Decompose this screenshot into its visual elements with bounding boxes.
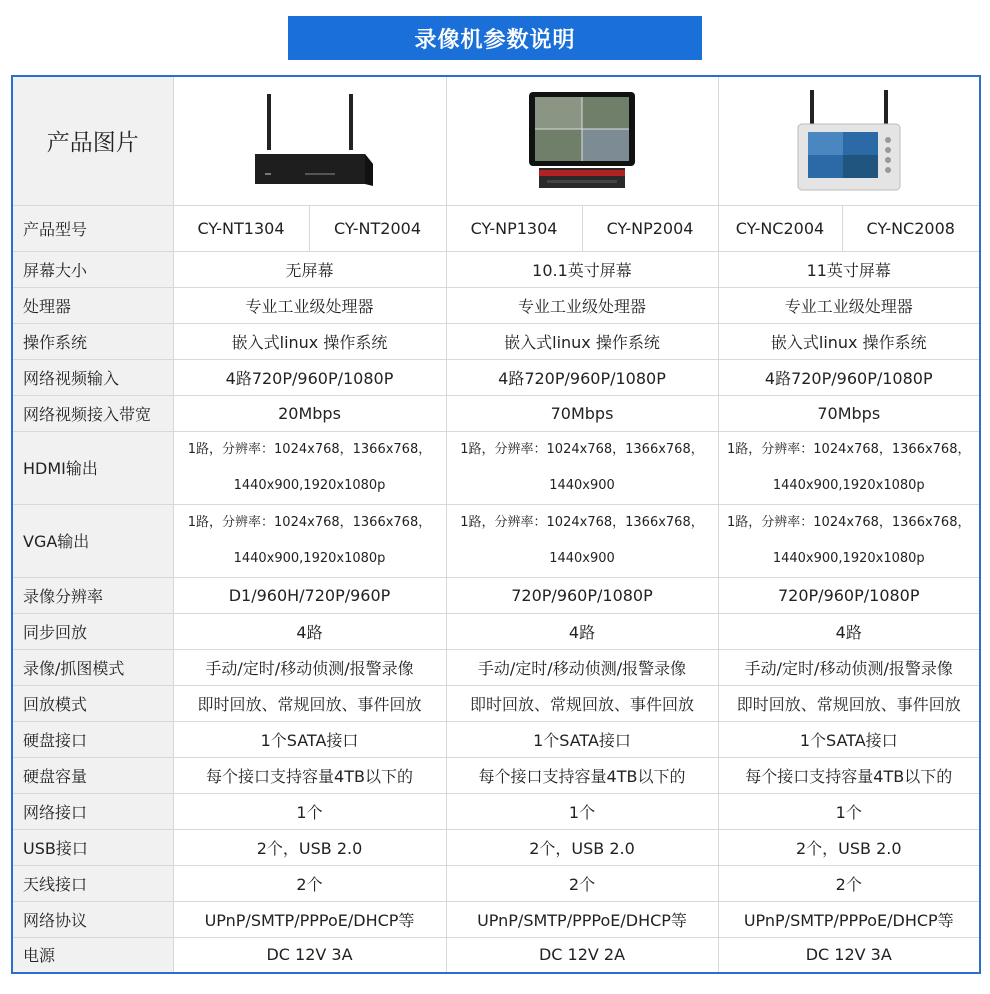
spec-value-cell: 1个 xyxy=(718,793,980,829)
spec-row xyxy=(12,649,980,685)
spec-value-cell: 20Mbps xyxy=(173,395,446,431)
spec-value-cell: DC 12V 2A xyxy=(446,937,718,973)
nvr-lcd-image xyxy=(784,86,914,196)
spec-row xyxy=(12,287,980,323)
image-row-label: 产品图片 xyxy=(12,76,173,205)
spec-value-cell: 4路 xyxy=(718,613,980,649)
spec-row-label: 操作系统 xyxy=(12,323,173,359)
model-row xyxy=(12,205,980,251)
spec-value-cell: 专业工业级处理器 xyxy=(446,287,718,323)
spec-value-line: 1路，分辨率：1024x768，1366x768， xyxy=(727,441,971,457)
spec-row-label: 网络协议 xyxy=(12,901,173,937)
spec-value-cell: 720P/960P/1080P xyxy=(718,577,980,613)
spec-table xyxy=(11,75,981,974)
spec-value-cell: 每个接口支持容量4TB以下的 xyxy=(718,757,980,793)
spec-row-label: 同步回放 xyxy=(12,613,173,649)
spec-row-label: VGA输出 xyxy=(12,504,173,577)
spec-value-cell: 720P/960P/1080P xyxy=(446,577,718,613)
spec-value-cell: 手动/定时/移动侦测/报警录像 xyxy=(718,649,980,685)
spec-value-cell: 2个，USB 2.0 xyxy=(718,829,980,865)
spec-value-cell: 4路 xyxy=(446,613,718,649)
spec-row-label: 硬盘接口 xyxy=(12,721,173,757)
spec-value-cell: 4路720P/960P/1080P xyxy=(173,359,446,395)
spec-row xyxy=(12,504,980,577)
page-title: 录像机参数说明 xyxy=(288,16,702,60)
spec-value-line: 1440x900 xyxy=(549,477,615,493)
spec-row xyxy=(12,613,980,649)
product-image-np xyxy=(446,76,718,205)
spec-value-line: 1路，分辨率：1024x768，1366x768， xyxy=(187,514,432,530)
spec-row-label: 网络视频接入带宽 xyxy=(12,395,173,431)
product-image-nc xyxy=(718,76,980,205)
spec-value-cell: 70Mbps xyxy=(446,395,718,431)
image-row xyxy=(12,76,980,205)
spec-value-cell: UPnP/SMTP/PPPoE/DHCP等 xyxy=(173,901,446,937)
spec-row-label: 网络视频输入 xyxy=(12,359,173,395)
spec-value-cell: 2个，USB 2.0 xyxy=(173,829,446,865)
spec-value-line: 1路，分辨率：1024x768，1366x768， xyxy=(460,514,704,530)
spec-row xyxy=(12,395,980,431)
spec-value-line: 1440x900,1920x1080p xyxy=(233,477,386,493)
spec-value-cell: 70Mbps xyxy=(718,395,980,431)
spec-row xyxy=(12,937,980,973)
spec-value-line: 1440x900,1920x1080p xyxy=(772,550,925,566)
product-image-nt xyxy=(173,76,446,205)
spec-value-cell: 即时回放、常规回放、事件回放 xyxy=(446,685,718,721)
model-cell: CY-NP1304 xyxy=(446,205,582,251)
spec-value-cell: 4路720P/960P/1080P xyxy=(446,359,718,395)
model-row-label: 产品型号 xyxy=(12,205,173,251)
spec-value-cell: 1个SATA接口 xyxy=(718,721,980,757)
spec-row xyxy=(12,251,980,287)
spec-row-label: 电源 xyxy=(12,937,173,973)
spec-value-cell: 2个 xyxy=(173,865,446,901)
spec-value-cell xyxy=(446,431,718,504)
nvr-box-image xyxy=(245,86,375,196)
spec-value-cell: 10.1英寸屏幕 xyxy=(446,251,718,287)
spec-row-label: USB接口 xyxy=(12,829,173,865)
spec-value-cell: 手动/定时/移动侦测/报警录像 xyxy=(446,649,718,685)
spec-value-cell: 1个SATA接口 xyxy=(173,721,446,757)
spec-value-cell: 专业工业级处理器 xyxy=(173,287,446,323)
spec-row xyxy=(12,685,980,721)
spec-value-cell: 无屏幕 xyxy=(173,251,446,287)
spec-value-cell: 2个 xyxy=(446,865,718,901)
spec-value-cell: DC 12V 3A xyxy=(173,937,446,973)
spec-value-cell: 2个，USB 2.0 xyxy=(446,829,718,865)
spec-value-cell xyxy=(718,504,980,577)
spec-value-cell: UPnP/SMTP/PPPoE/DHCP等 xyxy=(446,901,718,937)
spec-row xyxy=(12,359,980,395)
model-cell: CY-NT2004 xyxy=(309,205,446,251)
model-cell: CY-NC2004 xyxy=(718,205,842,251)
spec-value-cell: 4路720P/960P/1080P xyxy=(718,359,980,395)
spec-value-cell xyxy=(173,504,446,577)
spec-value-line: 1路，分辨率：1024x768，1366x768， xyxy=(460,441,704,457)
spec-value-cell: 嵌入式linux 操作系统 xyxy=(446,323,718,359)
spec-row-label: HDMI输出 xyxy=(12,431,173,504)
spec-value-cell: 1个SATA接口 xyxy=(446,721,718,757)
spec-value-line: 1440x900,1920x1080p xyxy=(772,477,925,493)
spec-value-cell xyxy=(173,431,446,504)
spec-row xyxy=(12,793,980,829)
spec-value-cell: D1/960H/720P/960P xyxy=(173,577,446,613)
spec-value-cell: 嵌入式linux 操作系统 xyxy=(173,323,446,359)
spec-row-label: 天线接口 xyxy=(12,865,173,901)
spec-value-cell: DC 12V 3A xyxy=(718,937,980,973)
spec-value-cell: 即时回放、常规回放、事件回放 xyxy=(173,685,446,721)
spec-value-cell: 每个接口支持容量4TB以下的 xyxy=(173,757,446,793)
spec-value-cell: 4路 xyxy=(173,613,446,649)
spec-value-cell: 1个 xyxy=(446,793,718,829)
model-cell: CY-NC2008 xyxy=(842,205,980,251)
spec-row-label: 处理器 xyxy=(12,287,173,323)
spec-row xyxy=(12,721,980,757)
spec-value-cell: UPnP/SMTP/PPPoE/DHCP等 xyxy=(718,901,980,937)
spec-value-cell: 专业工业级处理器 xyxy=(718,287,980,323)
spec-value-line: 1路，分辨率：1024x768，1366x768， xyxy=(187,441,432,457)
spec-value-line: 1路，分辨率：1024x768，1366x768， xyxy=(727,514,971,530)
model-cell: CY-NT1304 xyxy=(173,205,309,251)
spec-value-line: 1440x900,1920x1080p xyxy=(233,550,386,566)
spec-row xyxy=(12,431,980,504)
spec-value-cell xyxy=(718,431,980,504)
spec-row-label: 屏幕大小 xyxy=(12,251,173,287)
spec-value-cell xyxy=(446,504,718,577)
spec-value-cell: 11英寸屏幕 xyxy=(718,251,980,287)
spec-value-cell: 2个 xyxy=(718,865,980,901)
spec-value-cell: 即时回放、常规回放、事件回放 xyxy=(718,685,980,721)
spec-value-cell: 手动/定时/移动侦测/报警录像 xyxy=(173,649,446,685)
spec-row-label: 网络接口 xyxy=(12,793,173,829)
spec-value-cell: 嵌入式linux 操作系统 xyxy=(718,323,980,359)
spec-value-line: 1440x900 xyxy=(549,550,615,566)
spec-row xyxy=(12,829,980,865)
spec-row-label: 回放模式 xyxy=(12,685,173,721)
spec-row xyxy=(12,323,980,359)
spec-row xyxy=(12,577,980,613)
spec-row-label: 录像分辨率 xyxy=(12,577,173,613)
spec-value-cell: 每个接口支持容量4TB以下的 xyxy=(446,757,718,793)
model-cell: CY-NP2004 xyxy=(582,205,718,251)
nvr-monitor-image xyxy=(517,86,647,196)
spec-value-cell: 1个 xyxy=(173,793,446,829)
spec-row-label: 硬盘容量 xyxy=(12,757,173,793)
spec-row-label: 录像/抓图模式 xyxy=(12,649,173,685)
spec-row xyxy=(12,901,980,937)
spec-row xyxy=(12,757,980,793)
spec-row xyxy=(12,865,980,901)
